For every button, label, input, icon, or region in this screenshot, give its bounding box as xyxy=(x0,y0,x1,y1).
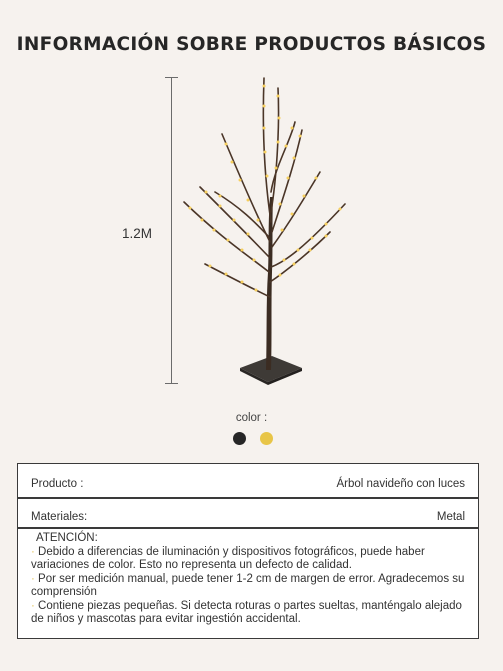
page-title: INFORMACIÓN SOBRE PRODUCTOS BÁSICOS xyxy=(16,34,487,55)
bullet-icon: · xyxy=(31,545,35,558)
product-row xyxy=(18,472,478,496)
note-item: · Por ser medición manual, puede tener 1-2 cm de margen de error. Agradecemos su comprensión xyxy=(31,572,465,598)
product-info-table xyxy=(17,463,479,639)
product-value: Árbol navideño con luces xyxy=(336,478,465,490)
materials-value: Metal xyxy=(436,511,465,523)
table-divider xyxy=(18,527,478,529)
note-item: · Debido a diferencias de iluminación y dispositivos fotográficos, puede haber variaciones de color. Esto no representa un defecto de calidad. xyxy=(31,545,425,571)
note-item: · Contiene piezas pequeñas. Si detecta roturas o partes sueltas, manténgalo alejado de niños y mascotas para evitar ingestión accidental. xyxy=(31,599,462,625)
bullet-icon: · xyxy=(31,599,35,612)
materials-label: Materiales: xyxy=(31,511,88,523)
height-dimension-line xyxy=(171,77,172,384)
attention-heading: ATENCIÓN: xyxy=(36,532,98,544)
color-swatches xyxy=(233,432,273,445)
height-label: 1.2M xyxy=(122,226,153,241)
color-swatch-black[interactable] xyxy=(233,432,246,445)
color-swatch-gold[interactable] xyxy=(260,432,273,445)
materials-row xyxy=(18,505,478,529)
color-label: color : xyxy=(235,412,268,424)
attention-notes xyxy=(31,532,471,627)
table-divider xyxy=(18,497,478,499)
tree-branches xyxy=(184,78,345,297)
led-tree-image xyxy=(180,72,350,390)
height-dimension-cap-bottom xyxy=(165,383,178,384)
tree-trunk xyxy=(266,197,273,370)
tree-lights xyxy=(189,85,342,292)
bullet-icon: · xyxy=(31,572,35,585)
product-label: Producto : xyxy=(31,478,84,490)
height-dimension-cap-top xyxy=(165,77,178,78)
